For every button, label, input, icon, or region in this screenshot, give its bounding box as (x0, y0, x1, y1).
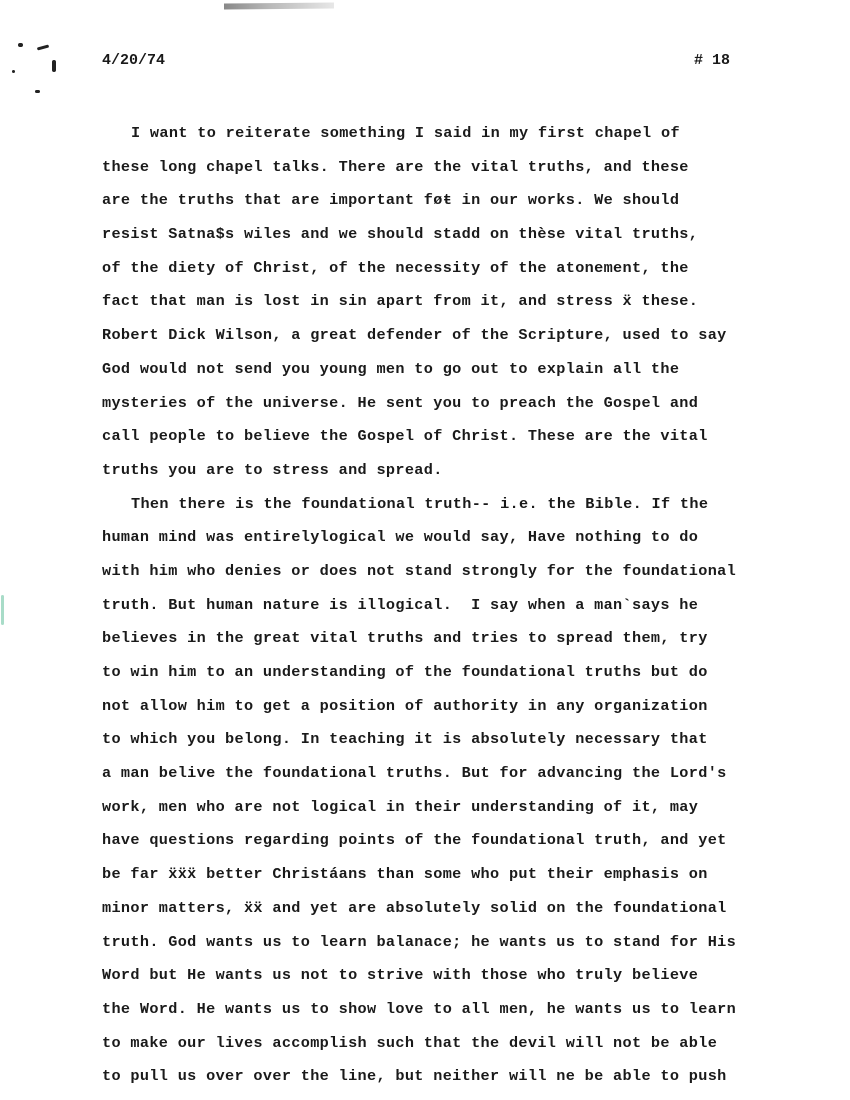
text-line: to pull us over over the line, but neither will ne be able to push (102, 1067, 727, 1086)
text-line: resist Satna$s wiles and we should stadd on thèse vital truths, (102, 225, 699, 244)
text-line: the Word. He wants us to show love to all men, he wants us to learn (102, 999, 737, 1018)
page-number: # 18 (693, 52, 730, 69)
text-line: human mind was entirelylogical we would say, Have nothing to do (102, 528, 699, 547)
text-line: not allow him to get a position of authority in any organization (102, 696, 708, 715)
text-line: to make our lives accomplish such that the devil will not be able (102, 1033, 718, 1052)
scan-artifact-mark (18, 43, 23, 47)
text-line: work, men who are not logical in their understanding of it, may (102, 797, 699, 816)
page-header (102, 52, 730, 72)
text-line: Word but He wants us not to strive with those who truly believe (102, 966, 699, 985)
text-line: God would not send you young men to go out to explain all the (102, 359, 680, 378)
text-line: these long chapel talks. There are the vital truths, and these (102, 157, 689, 176)
scan-artifact-mark (35, 90, 40, 93)
text-line: be far ẍẍẍ better Christáans than some who put their emphasis on (102, 865, 708, 884)
text-line: I want to reiterate something I said in my first chapel of (131, 124, 680, 142)
text-line: with him who denies or does not stand strongly for the foundational (102, 561, 737, 580)
text-line: have questions regarding points of the foundational truth, and yet (102, 831, 727, 850)
paragraph (102, 494, 822, 1100)
scan-artifact-mark (52, 60, 56, 72)
text-line: believes in the great vital truths and tries to spread them, try (102, 629, 708, 648)
text-line: truth. God wants us to learn balanace; he wants us to stand for His (102, 932, 737, 951)
text-line: a man belive the foundational truths. But for advancing the Lord's (102, 764, 727, 783)
scan-artifact-highlight (1, 595, 4, 625)
text-line: are the truths that are important føŧ in our works. We should (102, 191, 680, 210)
text-line: call people to believe the Gospel of Christ. These are the vital (102, 427, 708, 446)
text-line: Then there is the foundational truth-- i.e. the Bible. If the (131, 494, 709, 513)
text-line: Robert Dick Wilson, a great defender of the Scripture, used to say (102, 326, 727, 345)
text-line: truths you are to stress and spread. (102, 460, 443, 479)
text-line: to which you belong. In teaching it is absolutely necessary that (102, 730, 708, 749)
document-body (102, 123, 822, 1100)
text-line: of the diety of Christ, of the necessity of the atonement, the (102, 258, 689, 277)
scan-artifact-mark (12, 70, 15, 73)
text-line: minor matters, ẍẍ and yet are absolutely solid on the foundational (102, 898, 727, 917)
scan-artifact-mark (37, 44, 49, 50)
document-date: 4/20/74 (102, 52, 166, 69)
text-line: mysteries of the universe. He sent you to preach the Gospel and (102, 393, 699, 412)
paragraph (102, 123, 822, 494)
text-line: truth. But human nature is illogical. I say when a man`says he (102, 595, 699, 614)
scan-artifact-bar (224, 3, 334, 10)
text-line: to win him to an understanding of the foundational truths but do (102, 663, 708, 681)
text-line: fact that man is lost in sin apart from it, and stress ẍ these. (102, 292, 699, 311)
